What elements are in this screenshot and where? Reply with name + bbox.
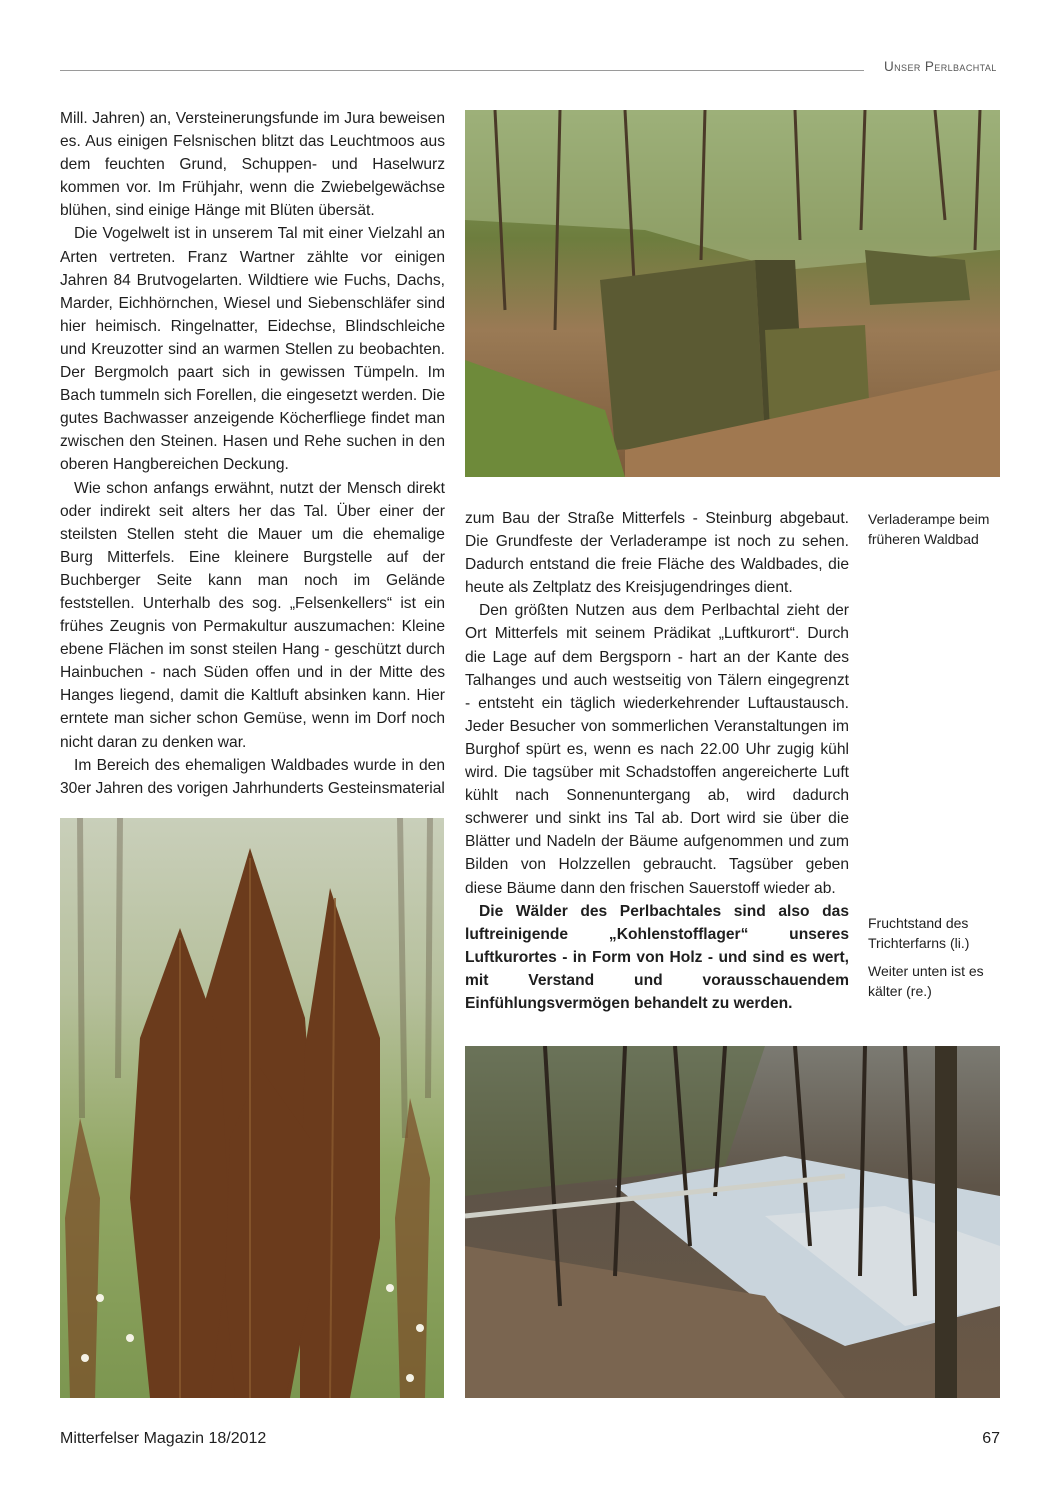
middle-text-column <box>465 507 849 1015</box>
caption-ramp: Verladerampe beim früheren Waldbad <box>868 511 990 547</box>
forest-ramp-photo <box>465 110 1000 477</box>
caption-brook: Weiter unten ist es kälter (re.) <box>868 963 984 999</box>
bold-paragraph: Die Wälder des Perlbachtales sind also das luftreinigende „Kohlenstofflager“ unseres Luftkurortes - in Form von Holz - und sind es wert, mit Verstand und vorausschauendem Einfühlungsvermögen behandelt zu werden. <box>465 902 849 1012</box>
winter-brook-photo <box>465 1046 1000 1398</box>
paragraph: Wie schon anfangs erwähnt, nutzt der Mensch direkt oder indirekt seit alters her das Tal. Über einer der steilsten Stellen steht die Mauer um die ehemalige Burg Mitterfels. Eine kleinere Burgstelle auf der Buchberger Seite kann man noch im Gelände feststellen. Unterhalb des sog. „Felsenkellers“ ist ein frühes Zeugnis von Permakultur auszumachen: Kleine ebene Flächen im sonst steilen Hang - geschützt durch Hainbuchen - nach Süden offen und in der Mitte des Hanges liegend, damit die Kaltluft absinken kann. Hier erntete man sicher schon Gemüse, wenn im Dorf noch nicht daran zu denken war. <box>60 479 445 751</box>
paragraph: Mill. Jahren) an, Versteinerungsfunde im Jura beweisen es. Aus einigen Felsnischen blitzt das Leuchtmoos aus dem feuchten Grund, Schuppen- und Haselwurz kommen vor. Im Frühjahr, wenn die Zwiebelgewächse blühen, sind einige Hänge mit Blüten übersät. <box>60 110 445 220</box>
paragraph: Die Vogelwelt ist in unserem Tal mit einer Vielzahl an Arten vertreten. Franz Wartner zählte vor einigen Jahren 84 Brutvogelarten. Wildtiere wie Fuchs, Dachs, Marder, Eichhörnchen, Wiesel und Siebenschläfer sind hier heimisch. Ringelnatter, Eidechse, Blindschleiche und Kreuzotter sind an warmen Stellen zu beobachten. Der Bergmolch paart sich in gewissen Tümpeln. Im Bach tummeln sich Forellen, die eingesetzt werden. Die gutes Bachwasser anzeigende Köcherfliege findet man zwischen den Steinen. Hasen und Rehe suchen in den oberen Hangbereichen Deckung. <box>60 225 445 474</box>
caption-fern: Fruchtstand des Trichterfarns (li.) <box>868 915 970 951</box>
header-rule <box>60 70 864 71</box>
footer-magazine: Mitterfelser Magazin 18/2012 <box>60 1430 267 1447</box>
left-text-column <box>60 107 445 800</box>
section-title: Unser Perlbachtal <box>884 59 997 74</box>
fern-photo <box>60 818 444 1398</box>
page-number: 67 <box>982 1430 1000 1447</box>
paragraph: Im Bereich des ehemaligen Waldbades wurde in den 30er Jahren des vorigen Jahrhunderts Gesteinsmaterial <box>60 756 445 797</box>
paragraph: Den größten Nutzen aus dem Perlbachtal zieht der Ort Mitterfels mit seinem Prädikat „Luftkurort“. Durch die Lage auf dem Bergsporn - hart an der Kante des Talhanges und auch westseitig von Tälern eingegrenzt - entsteht ein täglich wiederkehrender Luftaustausch. Jeder Besucher von sommerlichen Veranstaltungen im Burghof spürt es, wenn es nach 22.00 Uhr zugig kühl wird. Die tagsüber mit Schadstoffen angereicherte Luft kühlt nach Sonnenuntergang ab, wird dadurch schwerer und sinkt ins Tal ab. Dort wird sie über die Blätter und Nadeln der Bäume aufgenommen und zum Bilden von Holzzellen gebraucht. Tagsüber geben diese Bäume dann den frischen Sauerstoff wieder ab. <box>465 602 849 897</box>
paragraph: zum Bau der Straße Mitterfels - Steinburg abgebaut. Die Grundfeste der Verladerampe ist noch zu sehen. Dadurch entstand die freie Fläche des Waldbades, die heute als Zeltplatz des Kreisjugendringes dient. <box>465 510 849 597</box>
